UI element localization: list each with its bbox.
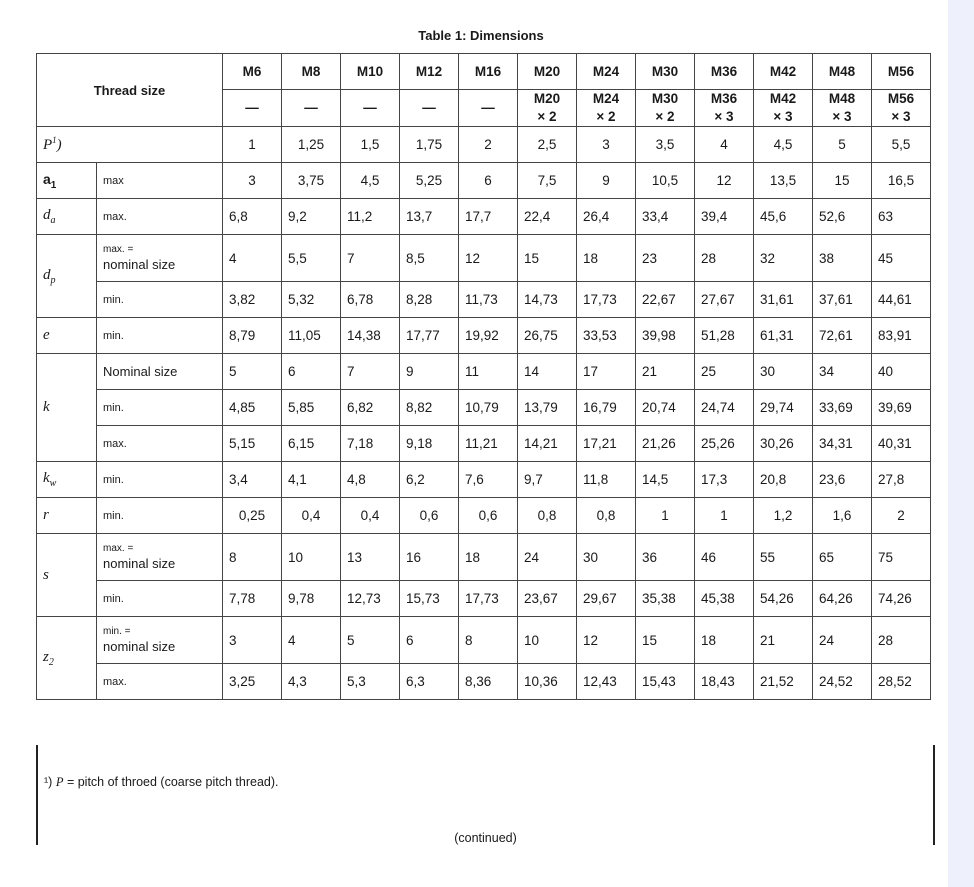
table-cell: 21 [636, 354, 695, 390]
table-cell: 1,2 [754, 498, 813, 534]
column-header-coarse: M16 [459, 54, 518, 90]
row-symbol: $d_p$ [37, 235, 97, 318]
table-cell: 28 [872, 617, 931, 664]
table-cell: 10,36 [518, 664, 577, 700]
column-header-fine: — [400, 90, 459, 127]
table-row [37, 581, 931, 617]
table-row [37, 127, 931, 163]
table-cell: 14,5 [636, 462, 695, 498]
row-qualifier [97, 617, 223, 664]
table-cell: 9,78 [282, 581, 341, 617]
table-cell: 13,7 [400, 199, 459, 235]
column-header-coarse: M8 [282, 54, 341, 90]
table-cell: 3 [223, 163, 282, 199]
table-cell: 83,91 [872, 318, 931, 354]
table-cell: 61,31 [754, 318, 813, 354]
table-title: Table 1: Dimensions [418, 28, 544, 43]
table-cell: 14 [518, 354, 577, 390]
table-cell: 0,8 [577, 498, 636, 534]
column-header-fine [872, 90, 931, 127]
table-cell: 9 [577, 163, 636, 199]
table-row [37, 534, 931, 581]
table-cell: 18 [577, 235, 636, 282]
table-cell: 9,7 [518, 462, 577, 498]
table-cell: 51,28 [695, 318, 754, 354]
fine-thread-pitch: × 2 [655, 109, 675, 124]
table-cell: 6 [459, 163, 518, 199]
column-header-coarse: M42 [754, 54, 813, 90]
row-symbol: $d_a$ [37, 199, 97, 235]
table-cell: 33,69 [813, 390, 872, 426]
table-cell: 17,21 [577, 426, 636, 462]
table-cell: 6,15 [282, 426, 341, 462]
row-qualifier: Nominal size [97, 354, 223, 390]
dimensions-table [36, 53, 931, 700]
table-cell: 5 [813, 127, 872, 163]
table-cell: 63 [872, 199, 931, 235]
table-cell: 30 [577, 534, 636, 581]
fine-thread-pitch: × 2 [596, 109, 616, 124]
table-cell: 15,43 [636, 664, 695, 700]
table-row [37, 163, 931, 199]
table-cell: 4 [282, 617, 341, 664]
row-qualifier: max. [97, 426, 223, 462]
row-qualifier: min. [97, 390, 223, 426]
row-symbol: r [37, 498, 97, 534]
qualifier-nominal: nominal size [103, 638, 176, 654]
table-cell: 34 [813, 354, 872, 390]
qualifier-nominal: nominal size [103, 555, 176, 571]
table-cell: 52,6 [813, 199, 872, 235]
footnote-symbol: P [55, 775, 64, 789]
table-cell: 3 [223, 617, 282, 664]
column-header-fine [636, 90, 695, 127]
row-qualifier: max [97, 163, 223, 199]
table-cell: 13,5 [754, 163, 813, 199]
table-cell: 4,8 [341, 462, 400, 498]
table-cell: 0,6 [400, 498, 459, 534]
table-cell: 21,26 [636, 426, 695, 462]
row-qualifier [97, 235, 223, 282]
table-cell: 16,5 [872, 163, 931, 199]
column-header-coarse: M30 [636, 54, 695, 90]
table-cell: 17,73 [577, 282, 636, 318]
table-cell: 3,82 [223, 282, 282, 318]
table-cell: 18 [459, 534, 518, 581]
row-qualifier: max. [97, 664, 223, 700]
table-cell: 7,18 [341, 426, 400, 462]
row-symbol: $a_1$ [37, 163, 97, 199]
table-cell: 10,5 [636, 163, 695, 199]
table-cell: 11,73 [459, 282, 518, 318]
table-cell: 6 [282, 354, 341, 390]
column-header-fine: — [223, 90, 282, 127]
table-cell: 7 [341, 235, 400, 282]
table-cell: 64,26 [813, 581, 872, 617]
table-cell: 3,5 [636, 127, 695, 163]
table-cell: 17,7 [459, 199, 518, 235]
table-row [37, 426, 931, 462]
column-header-fine: — [341, 90, 400, 127]
table-row [37, 498, 931, 534]
table-cell: 45 [872, 235, 931, 282]
table-cell: 22,4 [518, 199, 577, 235]
table-cell: 18,43 [695, 664, 754, 700]
table-cell: 1 [636, 498, 695, 534]
table-cell: 55 [754, 534, 813, 581]
table-cell: 7,5 [518, 163, 577, 199]
table-cell: 18 [695, 617, 754, 664]
table-cell: 2 [459, 127, 518, 163]
table-row [37, 617, 931, 664]
column-header-fine [813, 90, 872, 127]
table-cell: 17,77 [400, 318, 459, 354]
table-cell: 34,31 [813, 426, 872, 462]
fine-thread-size: M48 [828, 91, 856, 106]
table-cell: 10,79 [459, 390, 518, 426]
table-cell: 12,43 [577, 664, 636, 700]
column-header-fine: — [459, 90, 518, 127]
footnote-text: = pitch of throed (coarse pitch thread). [66, 775, 279, 789]
table-cell: 15 [518, 235, 577, 282]
fine-thread-size: M56 [887, 91, 915, 106]
table-cell: 28 [695, 235, 754, 282]
table-cell: 11,21 [459, 426, 518, 462]
table-cell: 1 [695, 498, 754, 534]
table-cell: 16,79 [577, 390, 636, 426]
table-cell: 24 [518, 534, 577, 581]
row-qualifier: min. [97, 462, 223, 498]
table-cell: 12 [695, 163, 754, 199]
table-cell: 12,73 [341, 581, 400, 617]
table-cell: 3,75 [282, 163, 341, 199]
table-cell: 0,4 [341, 498, 400, 534]
table-cell: 20,74 [636, 390, 695, 426]
table-cell: 2 [872, 498, 931, 534]
row-symbol: $P^1$) [37, 127, 223, 163]
table-cell: 72,61 [813, 318, 872, 354]
column-header-fine [577, 90, 636, 127]
table-cell: 35,38 [636, 581, 695, 617]
column-header-coarse: M6 [223, 54, 282, 90]
table-cell: 39,98 [636, 318, 695, 354]
table-cell: 15 [636, 617, 695, 664]
table-cell: 40 [872, 354, 931, 390]
table-cell: 1 [223, 127, 282, 163]
table-cell: 6,82 [341, 390, 400, 426]
table-cell: 15,73 [400, 581, 459, 617]
table-cell: 5,5 [872, 127, 931, 163]
column-header-coarse: M12 [400, 54, 459, 90]
table-row [37, 199, 931, 235]
table-cell: 26,4 [577, 199, 636, 235]
table-cell: 9 [400, 354, 459, 390]
table-cell: 0,8 [518, 498, 577, 534]
row-qualifier [97, 534, 223, 581]
fine-thread-size: M20 [533, 91, 561, 106]
table-cell: 28,52 [872, 664, 931, 700]
table-cell: 24 [813, 617, 872, 664]
table-cell: 44,61 [872, 282, 931, 318]
table-cell: 19,92 [459, 318, 518, 354]
thread-size-label: Thread size [37, 54, 223, 127]
table-cell: 37,61 [813, 282, 872, 318]
table-cell: 5,32 [282, 282, 341, 318]
table-cell: 4,1 [282, 462, 341, 498]
footnote-marker: ¹) [44, 775, 53, 789]
table-cell: 4 [695, 127, 754, 163]
table-cell: 11,8 [577, 462, 636, 498]
column-header-coarse: M10 [341, 54, 400, 90]
column-header-fine [754, 90, 813, 127]
table-row [37, 390, 931, 426]
table-cell: 30 [754, 354, 813, 390]
table-cell: 1,5 [341, 127, 400, 163]
table-footer [36, 745, 935, 845]
continued-label: (continued) [454, 831, 517, 845]
table-cell: 31,61 [754, 282, 813, 318]
table-cell: 5,15 [223, 426, 282, 462]
table-row [37, 318, 931, 354]
table-cell: 75 [872, 534, 931, 581]
table-cell: 29,67 [577, 581, 636, 617]
table-cell: 11,05 [282, 318, 341, 354]
table-cell: 25 [695, 354, 754, 390]
fine-thread-pitch: × 3 [891, 109, 911, 124]
table-cell: 6,3 [400, 664, 459, 700]
row-qualifier: min. [97, 318, 223, 354]
table-cell: 5 [341, 617, 400, 664]
table-cell: 7,6 [459, 462, 518, 498]
table-cell: 13 [341, 534, 400, 581]
fine-thread-size: M36 [710, 91, 738, 106]
table-row [37, 354, 931, 390]
row-qualifier: max. [97, 199, 223, 235]
row-qualifier: min. [97, 581, 223, 617]
table-cell: 39,69 [872, 390, 931, 426]
table-cell: 12 [577, 617, 636, 664]
table-cell: 20,8 [754, 462, 813, 498]
table-cell: 14,38 [341, 318, 400, 354]
table-cell: 27,67 [695, 282, 754, 318]
table-cell: 14,21 [518, 426, 577, 462]
fine-thread-pitch: × 3 [773, 109, 793, 124]
column-header-coarse: M24 [577, 54, 636, 90]
table-cell: 17,73 [459, 581, 518, 617]
table-cell: 10 [282, 534, 341, 581]
table-cell: 4,85 [223, 390, 282, 426]
table-cell: 4,3 [282, 664, 341, 700]
table-cell: 8,82 [400, 390, 459, 426]
column-header-coarse: M56 [872, 54, 931, 90]
table-cell: 8 [459, 617, 518, 664]
table-cell: 6,8 [223, 199, 282, 235]
qualifier-relation: max. = [103, 243, 134, 255]
table-cell: 11 [459, 354, 518, 390]
row-symbol: k [37, 354, 97, 462]
table-cell: 4,5 [754, 127, 813, 163]
table-cell: 17,3 [695, 462, 754, 498]
table-cell: 8,36 [459, 664, 518, 700]
column-header-coarse: M36 [695, 54, 754, 90]
table-cell: 1,75 [400, 127, 459, 163]
table-cell: 29,74 [754, 390, 813, 426]
table-cell: 45,6 [754, 199, 813, 235]
qualifier-relation: max. = [103, 542, 134, 554]
table-cell: 13,79 [518, 390, 577, 426]
table-cell: 25,26 [695, 426, 754, 462]
fine-thread-size: M42 [769, 91, 797, 106]
table-cell: 39,4 [695, 199, 754, 235]
fine-thread-pitch: × 3 [832, 109, 852, 124]
table-cell: 5,5 [282, 235, 341, 282]
table-cell: 4,5 [341, 163, 400, 199]
qualifier-relation: min. = [103, 625, 131, 637]
table-cell: 0,25 [223, 498, 282, 534]
table-cell: 8,28 [400, 282, 459, 318]
header-row-coarse [37, 54, 931, 90]
table-cell: 17 [577, 354, 636, 390]
table-cell: 15 [813, 163, 872, 199]
footnote [44, 775, 279, 790]
column-header-fine [695, 90, 754, 127]
table-cell: 7 [341, 354, 400, 390]
table-cell: 0,4 [282, 498, 341, 534]
table-cell: 23,67 [518, 581, 577, 617]
table-cell: 54,26 [754, 581, 813, 617]
table-cell: 24,52 [813, 664, 872, 700]
table-row [37, 462, 931, 498]
table-cell: 8,79 [223, 318, 282, 354]
table-cell: 33,4 [636, 199, 695, 235]
table-cell: 23,6 [813, 462, 872, 498]
fine-thread-pitch: × 3 [714, 109, 734, 124]
table-cell: 40,31 [872, 426, 931, 462]
table-cell: 6,2 [400, 462, 459, 498]
table-row [37, 664, 931, 700]
table-cell: 14,73 [518, 282, 577, 318]
row-qualifier: min. [97, 282, 223, 318]
table-cell: 11,2 [341, 199, 400, 235]
table-row [37, 235, 931, 282]
fine-thread-size: M24 [592, 91, 620, 106]
column-header-fine: — [282, 90, 341, 127]
table-cell: 5,85 [282, 390, 341, 426]
row-symbol: $z_2$ [37, 617, 97, 700]
row-symbol: $k_w$ [37, 462, 97, 498]
table-cell: 1,6 [813, 498, 872, 534]
table-cell: 2,5 [518, 127, 577, 163]
table-cell: 3,4 [223, 462, 282, 498]
table-cell: 12 [459, 235, 518, 282]
table-cell: 21,52 [754, 664, 813, 700]
table-cell: 65 [813, 534, 872, 581]
table-cell: 32 [754, 235, 813, 282]
table-cell: 10 [518, 617, 577, 664]
table-cell: 1,25 [282, 127, 341, 163]
table-cell: 8 [223, 534, 282, 581]
table-cell: 23 [636, 235, 695, 282]
table-cell: 26,75 [518, 318, 577, 354]
table-cell: 27,8 [872, 462, 931, 498]
table-cell: 6 [400, 617, 459, 664]
fine-thread-size: M30 [651, 91, 679, 106]
table-cell: 3 [577, 127, 636, 163]
table-cell: 6,78 [341, 282, 400, 318]
table-cell: 21 [754, 617, 813, 664]
table-cell: 24,74 [695, 390, 754, 426]
table-cell: 8,5 [400, 235, 459, 282]
column-header-coarse: M20 [518, 54, 577, 90]
table-row [37, 282, 931, 318]
table-cell: 7,78 [223, 581, 282, 617]
fine-thread-pitch: × 2 [537, 109, 557, 124]
column-header-coarse: M48 [813, 54, 872, 90]
table-cell: 16 [400, 534, 459, 581]
table-cell: 30,26 [754, 426, 813, 462]
column-header-fine [518, 90, 577, 127]
table-cell: 5 [223, 354, 282, 390]
row-symbol: s [37, 534, 97, 617]
table-cell: 9,2 [282, 199, 341, 235]
table-cell: 5,3 [341, 664, 400, 700]
table-cell: 0,6 [459, 498, 518, 534]
table-cell: 46 [695, 534, 754, 581]
row-symbol: e [37, 318, 97, 354]
page-margin-strip [948, 0, 974, 887]
qualifier-nominal: nominal size [103, 256, 176, 272]
table-cell: 38 [813, 235, 872, 282]
table-cell: 45,38 [695, 581, 754, 617]
table-cell: 3,25 [223, 664, 282, 700]
table-cell: 9,18 [400, 426, 459, 462]
table-cell: 74,26 [872, 581, 931, 617]
table-cell: 4 [223, 235, 282, 282]
table-cell: 5,25 [400, 163, 459, 199]
row-qualifier: min. [97, 498, 223, 534]
table-cell: 36 [636, 534, 695, 581]
table-cell: 22,67 [636, 282, 695, 318]
table-cell: 33,53 [577, 318, 636, 354]
